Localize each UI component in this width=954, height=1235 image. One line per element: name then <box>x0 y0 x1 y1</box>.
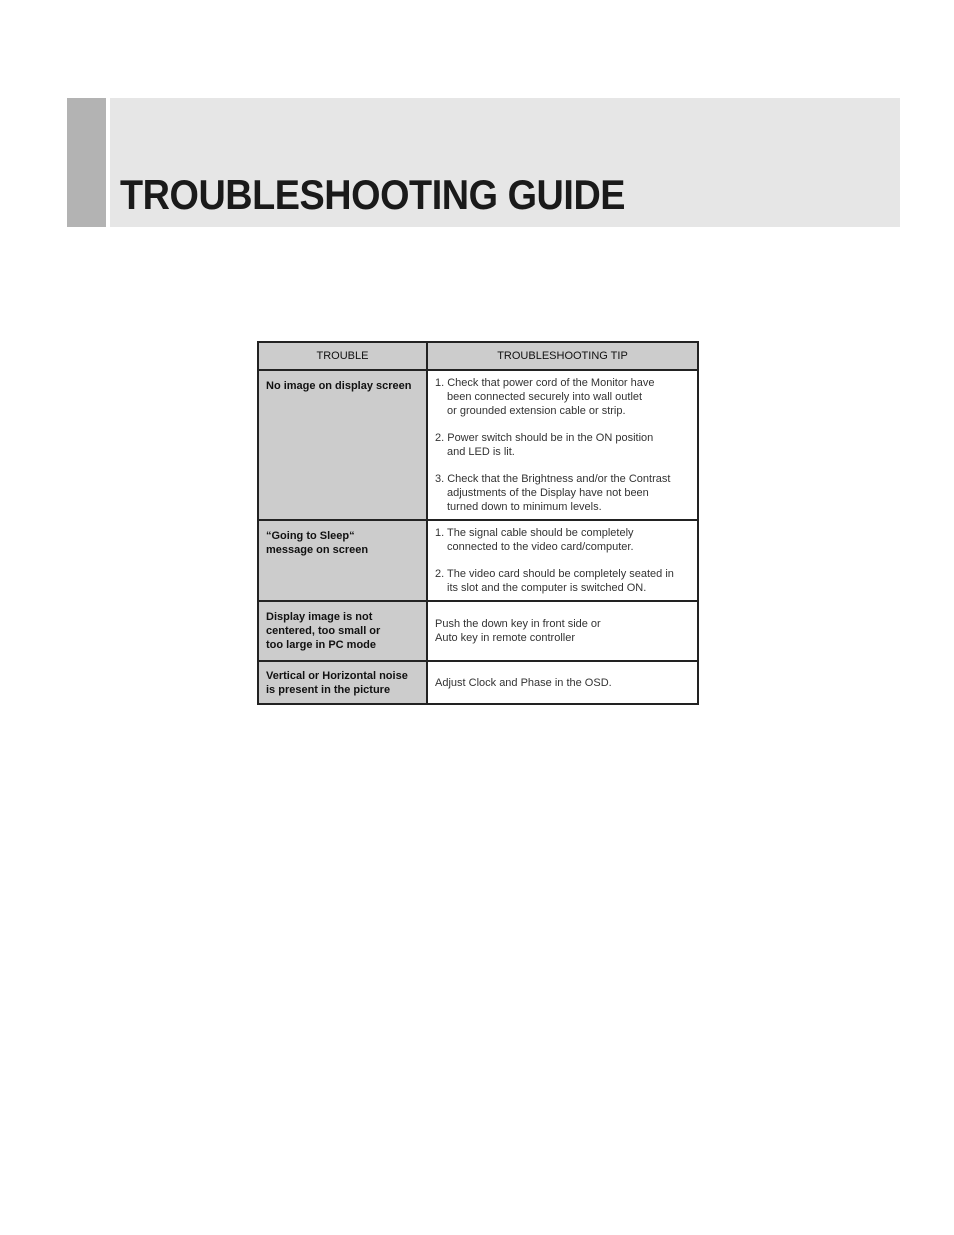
trouble-text: message on screen <box>266 544 369 556</box>
column-header-tip: TROUBLESHOOTING TIP <box>427 342 698 370</box>
page-title: TROUBLESHOOTING GUIDE <box>120 171 626 218</box>
trouble-cell <box>258 661 427 704</box>
trouble-text: No image on display screen <box>266 380 412 392</box>
tip-item <box>435 676 691 690</box>
trouble-text: too large in PC mode <box>266 639 377 651</box>
tip-cell <box>427 601 698 661</box>
trouble-text: Display image is not <box>266 611 373 623</box>
tip-line: Adjust Clock and Phase in the OSD. <box>435 676 612 689</box>
troubleshooting-table <box>257 341 699 705</box>
tip-line: 2. The video card should be completely seated in <box>435 568 674 580</box>
tip-item <box>435 472 691 514</box>
tip-item <box>435 617 691 645</box>
tip-line: its slot and the computer is switched ON. <box>447 582 647 594</box>
trouble-cell <box>258 370 427 520</box>
table-row <box>258 601 698 661</box>
tip-line: 2. Power switch should be in the ON position <box>435 432 654 444</box>
tip-line: 3. Check that the Brightness and/or the Contrast <box>435 473 671 485</box>
trouble-text: is present in the picture <box>266 684 391 696</box>
header-accent-bar <box>67 98 106 227</box>
trouble-cell <box>258 520 427 601</box>
tip-line: 1. The signal cable should be completely <box>435 527 634 539</box>
table-header-row <box>258 342 698 370</box>
trouble-cell <box>258 601 427 661</box>
table-row <box>258 370 698 520</box>
tip-item <box>435 431 691 459</box>
tip-item <box>435 567 691 595</box>
trouble-text: Vertical or Horizontal noise <box>266 670 408 682</box>
tip-line: and LED is lit. <box>447 446 515 458</box>
tip-cell <box>427 370 698 520</box>
tip-line: turned down to minimum levels. <box>447 501 602 513</box>
tip-cell <box>427 661 698 704</box>
trouble-text: centered, too small or <box>266 625 381 637</box>
tip-line: Auto key in remote controller <box>435 632 576 644</box>
tip-cell <box>427 520 698 601</box>
column-header-trouble: TROUBLE <box>258 342 427 370</box>
tip-item <box>435 526 691 554</box>
tip-line: Push the down key in front side or <box>435 618 601 630</box>
tip-line: 1. Check that power cord of the Monitor have <box>435 377 655 389</box>
tip-item <box>435 376 691 418</box>
table-row <box>258 520 698 601</box>
tip-line: adjustments of the Display have not been <box>447 487 649 499</box>
trouble-text: “Going to Sleep“ <box>266 530 355 542</box>
tip-line: or grounded extension cable or strip. <box>447 405 626 417</box>
tip-line: connected to the video card/computer. <box>447 541 634 553</box>
table-row <box>258 661 698 704</box>
tip-line: been connected securely into wall outlet <box>447 391 643 403</box>
